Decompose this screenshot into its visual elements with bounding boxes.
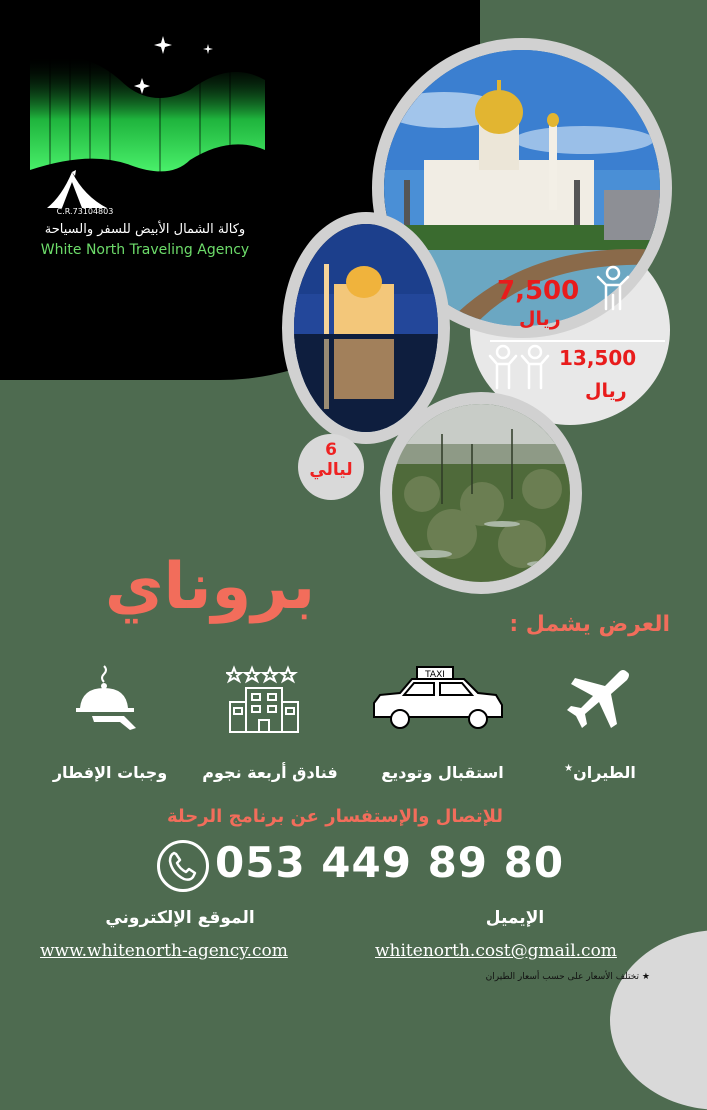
contact-heading: للإتصال والإستفسار عن برنامج الرحلة [166, 806, 503, 827]
email-label: الإيميل [485, 908, 545, 928]
airplane-icon [565, 668, 633, 732]
double-price-currency: ريال [585, 380, 627, 402]
service-label-breakfast: وجبات الإفطار [52, 763, 168, 782]
agency-name-english: White North Traveling Agency [40, 242, 250, 258]
double-price-amount: 13,500 [559, 346, 637, 370]
website-link[interactable]: www.whitenorth-agency.com [40, 941, 288, 961]
website-label: الموقع الإلكتروني [105, 908, 255, 928]
service-label-transfer: استقبال وتوديع [381, 763, 504, 782]
service-label-flight: الطيران★ [564, 763, 636, 782]
agency-name-arabic: وكالة الشمال الأبيض للسفر والسياحة [44, 222, 246, 237]
food-tray-icon [74, 664, 140, 732]
single-person-icon [594, 265, 632, 311]
corner-decoration [610, 930, 707, 1110]
commercial-registration: C.R.73104803 [56, 207, 114, 216]
rainforest-photo [380, 392, 582, 594]
sparkle-icon [132, 76, 152, 96]
nights-number: 6 [325, 440, 337, 460]
price-divider [490, 340, 665, 342]
destination-title: بروناي [104, 550, 316, 624]
phone-number[interactable]: 053 449 89 80 [215, 838, 565, 887]
offer-includes-heading: العرض يشمل : [509, 612, 670, 637]
nights-badge [298, 434, 364, 500]
email-link[interactable]: whitenorth.cost@gmail.com [375, 941, 617, 961]
taxi-icon [372, 665, 504, 731]
two-persons-icon [487, 344, 553, 390]
single-price-currency: ريال [519, 308, 561, 330]
tent-logo-icon [42, 168, 112, 210]
sparkle-icon [150, 30, 230, 100]
single-price-amount: 7,500 [497, 276, 580, 306]
svg-text:TAXI: TAXI [425, 670, 445, 680]
phone-icon [157, 840, 209, 892]
price-footnote: ★ تختلف الأسعار على حسب أسعار الطيران [485, 972, 650, 982]
service-label-hotels: فنادق أربعة نجوم [202, 763, 338, 782]
hotel-icon [226, 662, 302, 734]
nights-label: ليالي [309, 460, 353, 480]
